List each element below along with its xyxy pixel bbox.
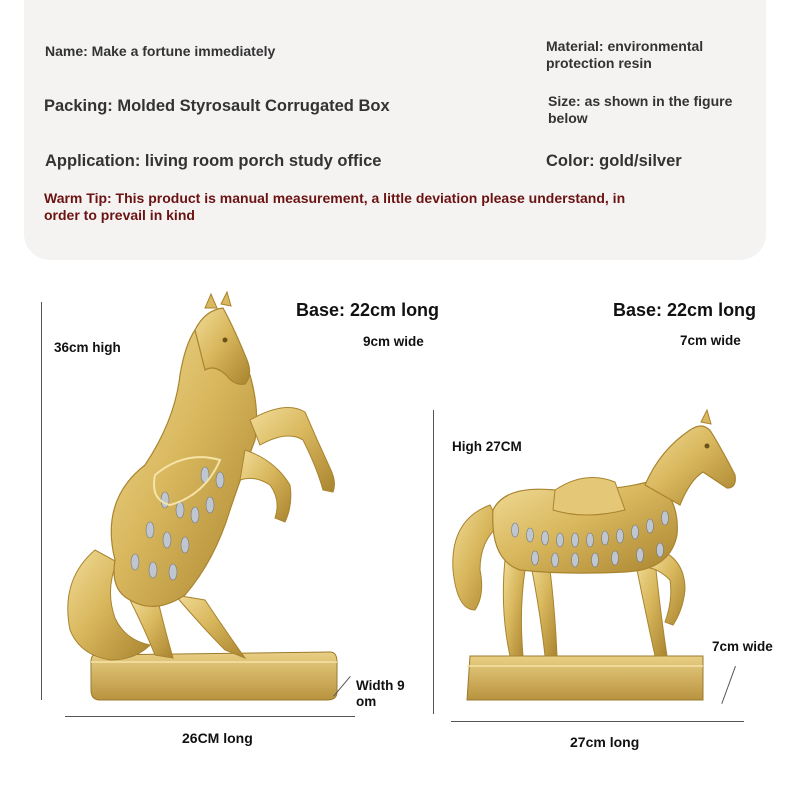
left-base-length-label: Base: 22cm long [296,300,440,320]
right-width-label: 7cm wide [712,639,773,654]
right-length-line [451,721,744,722]
left-length-line [65,716,355,717]
warm-tip-line1: Warm Tip: This product is manual measurement, a little deviation please understand, in [44,190,626,206]
left-base-width-label: 9cm wide [363,334,424,349]
spec-material-line1: Material: environmental [546,38,704,54]
left-height-line [41,302,42,700]
right-height-line [433,410,434,714]
left-width-label-line1: Width 9 [356,678,405,693]
warm-tip-line2: order to prevail in kind [44,207,195,223]
right-length-label: 27cm long [570,734,640,750]
spec-color: Color: gold/silver [546,152,682,170]
right-base-width-label: 7cm wide [680,333,741,348]
right-height-label: High 27CM [452,439,522,454]
spec-application: Application: living room porch study office [45,152,382,170]
spec-packing: Packing: Molded Styrosault Corrugated Box [44,97,390,115]
spec-size-line1: Size: as shown in the figure [548,93,733,109]
right-base-length-label: Base: 22cm long [613,300,757,320]
warm-tip [44,190,684,224]
left-width-label-line2: om [356,694,377,709]
rearing-horse-statue [55,300,355,705]
left-length-label: 26CM long [182,730,253,746]
left-height-label: 36cm high [54,340,121,355]
spec-name: Name: Make a fortune immediately [45,43,276,59]
spec-material-line2: protection resin [546,55,652,71]
walking-horse-statue [445,410,745,705]
spec-size-line2: below [548,110,588,126]
